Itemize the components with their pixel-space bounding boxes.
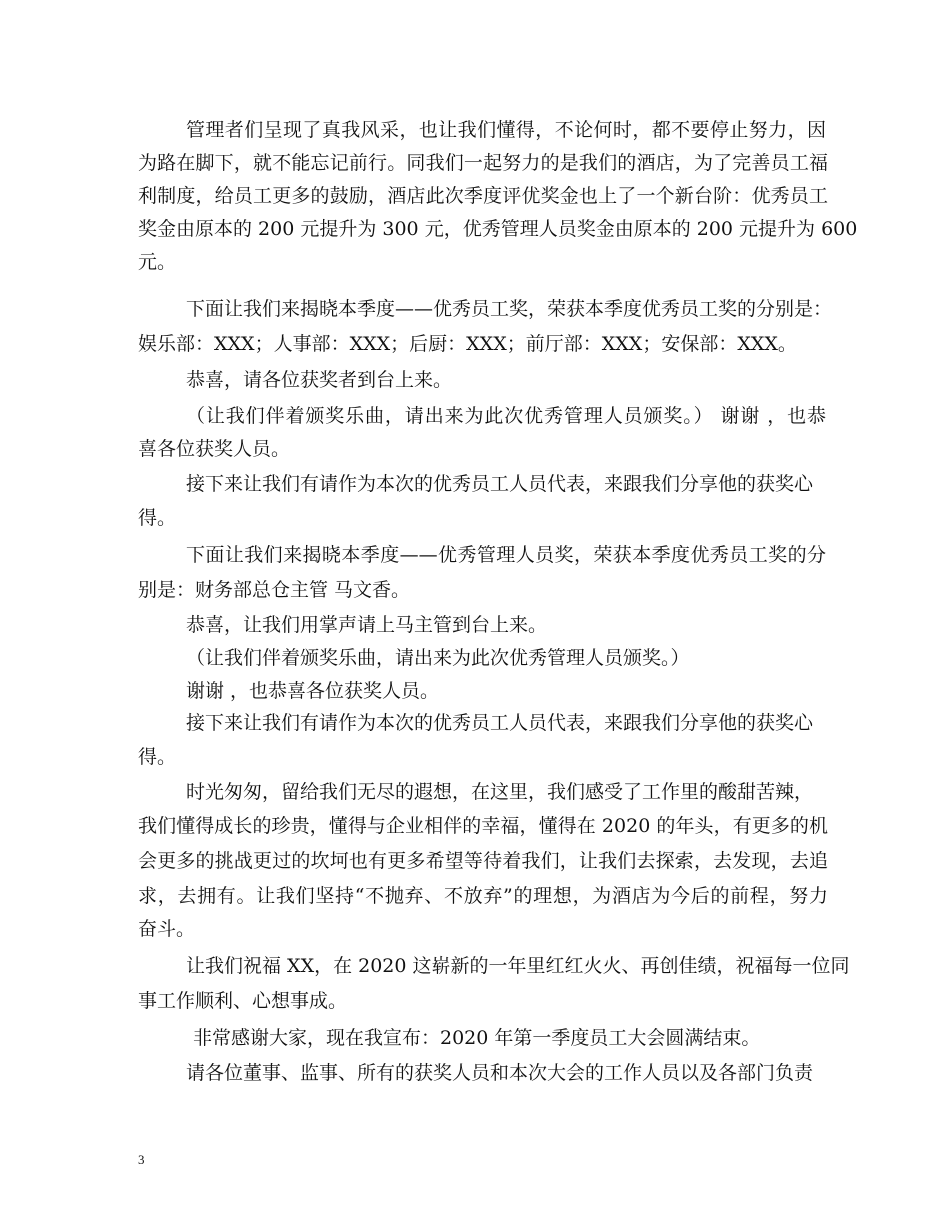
text-line: 娱乐部：XXX；人事部：XXX；后厨：XXX；前厅部：XXX；安保部：XXX。 [138, 333, 797, 355]
text-line: 为路在脚下，就不能忘记前行。同我们一起努力的是我们的酒店，为了完善员工福 [138, 152, 828, 174]
text-line: 管理者们呈现了真我风采，也让我们懂得，不论何时，都不要停止努力，因 [186, 119, 826, 141]
text-line: 接下来让我们有请作为本次的优秀员工人员代表，来跟我们分享他的获奖心 [186, 712, 814, 734]
text-line: 得。 [138, 746, 177, 768]
text-line: 时光匆匆，留给我们无尽的遐想，在这里，我们感受了工作里的酸甜苦辣， [186, 781, 814, 803]
text-line: 求，去拥有。让我们坚持“不抛弃、不放弃”的理想，为酒店为今后的前程，努力 [138, 885, 828, 907]
text-line: 喜各位获奖人员。 [138, 438, 291, 460]
text-line: 别是：财务部总仓主管 马文香。 [138, 579, 411, 601]
text-line: 利制度，给员工更多的鼓励，酒店此次季度评优奖金也上了一个新台阶：优秀员工 [138, 185, 828, 207]
text-line: 恭喜，请各位获奖者到台上来。 [186, 369, 453, 391]
text-line: 谢谢 ，也恭喜各位获奖人员。 [186, 680, 440, 702]
page-number: 3 [138, 1152, 145, 1167]
text-line: 恭喜，让我们用掌声请上马主管到台上来。 [186, 614, 548, 636]
text-line: 得。 [138, 507, 177, 529]
text-line: 接下来让我们有请作为本次的优秀员工人员代表，来跟我们分享他的获奖心 [186, 473, 814, 495]
text-line: 会更多的挑战更过的坎坷也有更多希望等待着我们，让我们去探索，去发现，去追 [138, 850, 828, 872]
text-line: 元。 [138, 251, 177, 273]
text-line: 我们懂得成长的珍贵，懂得与企业相伴的幸福，懂得在 2020 的年头，有更多的机 [138, 815, 828, 837]
text-line: 奖金由原本的 200 元提升为 300 元，优秀管理人员奖金由原本的 200 元提升为 600 [138, 218, 858, 240]
text-line: （让我们伴着颁奖乐曲，请出来为此次优秀管理人员颁奖。） 谢谢 ，也恭 [186, 405, 826, 427]
text-line: 让我们祝福 XX，在 2020 这崭新的一年里红红火火、再创佳绩，祝福每一位同 [186, 955, 850, 977]
text-line: 下面让我们来揭晓本季度——优秀员工奖，荣获本季度优秀员工奖的分别是： [186, 298, 833, 320]
text-line: 非常感谢大家，现在我宣布：2020 年第一季度员工大会圆满结束。 [193, 1027, 761, 1049]
text-line: （让我们伴着颁奖乐曲，请出来为此次优秀管理人员颁奖。） [186, 647, 690, 669]
text-line: 下面让我们来揭晓本季度——优秀管理人员奖，荣获本季度优秀员工奖的分 [186, 544, 826, 566]
text-line: 奋斗。 [138, 918, 196, 940]
text-line: 请各位董事、监事、所有的获奖人员和本次大会的工作人员以及各部门负责 [186, 1062, 814, 1084]
text-line: 事工作顺利、心想事成。 [138, 990, 348, 1012]
